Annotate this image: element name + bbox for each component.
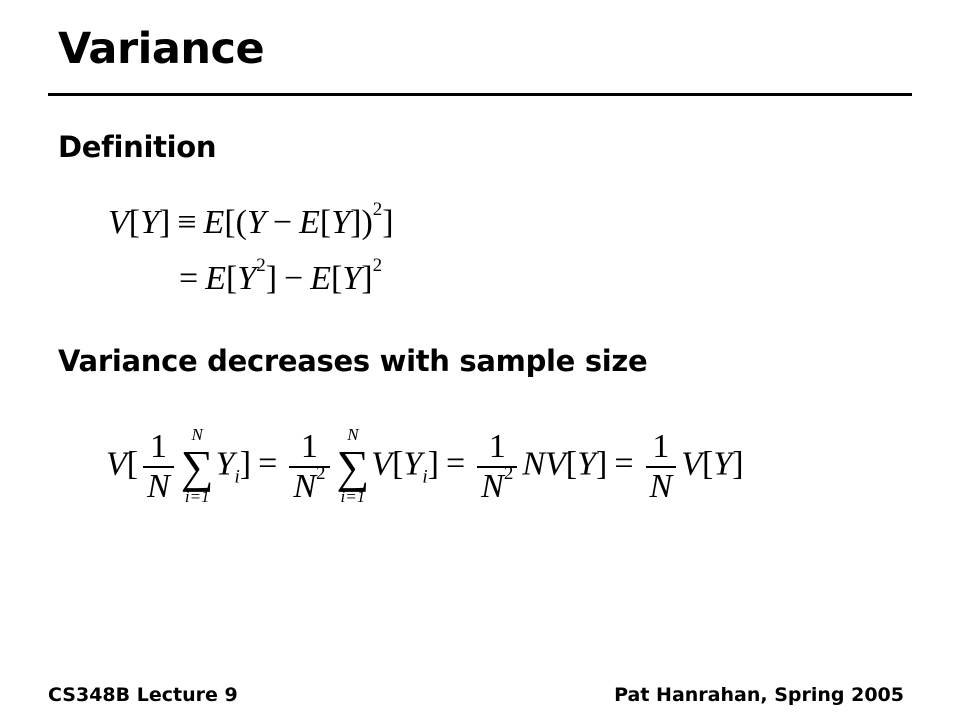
title-divider — [48, 93, 912, 96]
var-y: Y — [215, 445, 235, 483]
fraction-one-over-n-squared — [475, 427, 519, 505]
var-y: Y — [403, 445, 423, 483]
denominator: N — [293, 467, 316, 505]
fraction-one-over-n — [141, 427, 176, 505]
var-symbol: V — [106, 445, 127, 483]
equals-symbol: = — [614, 445, 634, 483]
var-arg: Y — [140, 204, 160, 241]
numerator: 1 — [300, 427, 318, 465]
equals-symbol: = — [179, 260, 199, 297]
var-y: Y — [246, 204, 266, 241]
definition-heading: Definition — [58, 130, 217, 164]
sample-size-heading: Variance decreases with sample size — [58, 344, 648, 378]
subscript-i: i — [422, 466, 428, 488]
exponent: 2 — [503, 462, 514, 484]
expectation-symbol: E — [203, 204, 225, 241]
subscript-i: i — [234, 466, 240, 488]
exponent: 2 — [316, 462, 326, 484]
exponent: 2 — [372, 199, 383, 220]
fraction-one-over-n — [644, 427, 679, 505]
exponent: 2 — [256, 255, 266, 276]
sum-lower-limit: i=1 — [340, 487, 366, 507]
slide-title: Variance — [58, 24, 265, 74]
footer-author-label: Pat Hanrahan, Spring 2005 — [614, 684, 904, 706]
minus-symbol: − — [284, 260, 304, 297]
var-symbol: V — [681, 445, 702, 483]
inner-expectation-symbol: E — [299, 204, 320, 241]
numerator: 1 — [488, 427, 506, 465]
var-y: Y — [713, 445, 733, 483]
denominator: N — [147, 467, 170, 505]
var-y: Y — [237, 260, 257, 297]
var-y: Y — [577, 445, 597, 483]
sum-upper-limit: N — [191, 425, 203, 444]
footer-course-label: CS348B Lecture 9 — [48, 684, 238, 706]
equiv-symbol: ≡ — [177, 204, 197, 241]
expectation-symbol: E — [205, 260, 226, 297]
summation-2: N ∑ i=1 — [336, 425, 370, 507]
denominator: N — [649, 467, 673, 505]
expectation-symbol: E — [310, 260, 332, 297]
sum-lower-limit: i=1 — [184, 487, 210, 507]
var-symbol: V — [108, 204, 129, 241]
exponent: 2 — [372, 255, 383, 276]
equals-symbol: = — [445, 445, 466, 483]
n-times-var-symbol: NV — [522, 445, 566, 483]
variance-definition-equation: $V[Y] \equiv E[(Y - E[Y])^2]$ — [108, 199, 394, 241]
sum-upper-limit: N — [347, 425, 359, 444]
sample-size-variance-equation: V[ $\frac{1}{N}$ N ∑ i=1 $Y_i$] = $\frac{1}{N^2}$ N ∑ i=1 $V[Y_i]$ = $\frac{1}{N^2}$ NV[Y] = $\frac{1}{N}$ V[Y] — [106, 425, 744, 507]
summation-1: N ∑ i=1 — [180, 425, 214, 507]
denominator: N — [481, 467, 504, 505]
inner-var-y: Y — [331, 204, 351, 241]
var-symbol: V — [371, 445, 393, 483]
numerator: 1 — [652, 427, 670, 465]
equals-symbol: = — [258, 445, 278, 483]
var-y: Y — [342, 260, 362, 297]
fraction-one-over-n-squared — [287, 427, 331, 505]
variance-expansion-equation: = $E[Y^2] - E[Y]^2$ — [172, 262, 382, 296]
numerator: 1 — [149, 427, 167, 465]
